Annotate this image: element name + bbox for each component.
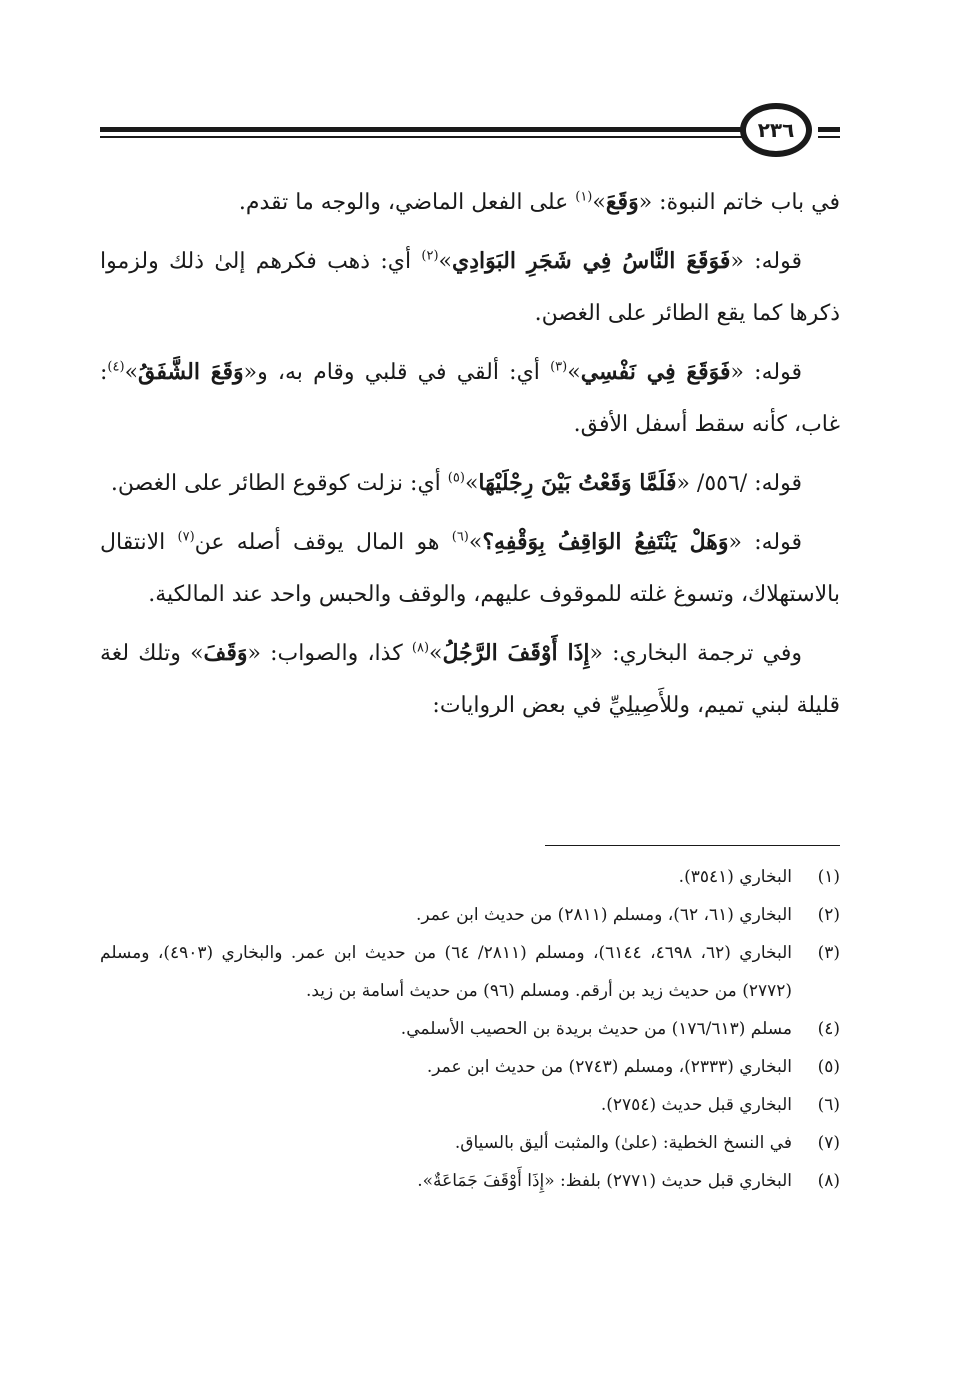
text: قوله: « (728, 530, 803, 555)
footnote-number: (٥) (817, 1057, 840, 1077)
quoted-hadith: إِذَا أَوْقَفَ الرَّجُلُ (442, 640, 590, 666)
footnote-text: البخاري (٢٣٣٣)، ومسلم (٢٧٤٣) من حديث ابن عمر. (426, 1057, 792, 1077)
footnote-item (100, 1086, 840, 1124)
paragraph-1 (100, 176, 840, 229)
footnote-number: (٧) (817, 1133, 840, 1153)
quoted-hadith: وَهَلْ يَنْتَفِعُ الوَاقِفُ بِوَقْفِهِ؟ (482, 529, 729, 555)
page-number: ٢٣٦ (757, 118, 795, 142)
footnote-text: البخاري (٦١، ٦٢)، ومسلم (٢٨١١) من حديث ابن عمر. (416, 905, 792, 925)
main-text (100, 176, 840, 738)
footnote-number: (٢) (817, 905, 840, 925)
footnote-text: مسلم (١٧٦/٦١٣) من حديث بريدة بن الحصيب الأسلمي. (400, 1019, 792, 1039)
text: أي: ذهب فكرهم إلىٰ ذلك ولزموا ذكرها كما يقع الطائر على الغصن. (100, 249, 840, 326)
text: كذا، والصواب: « (247, 641, 412, 666)
text: الانتقال بالاستهلاك، وتسوغ غلته للموقوف عليهم، والوقف والحبس واحد عند المالكية. (100, 530, 840, 607)
quoted-hadith: فَوَقَعَ النَّاسُ فِي شَجَرِ البَوَادِي (451, 248, 731, 274)
text: وتلك لغة قليلة لبني تميم، وللأَصِيلِيِّ في بعض الروايات: (100, 641, 840, 718)
text: وفي ترجمة البخاري: « (589, 641, 802, 666)
footnote-ref[interactable]: (٣) (550, 359, 568, 375)
footnotes (100, 858, 840, 1200)
footnote-item (100, 1124, 840, 1162)
text: أي: نزلت كوقوع الطائر على الغصن. (110, 471, 448, 496)
text: هو المال يوقف أصله عن (194, 530, 452, 555)
paragraph-2 (100, 235, 840, 340)
header-rule-thick (100, 127, 745, 132)
footnote-ref[interactable]: (٤) (107, 359, 125, 375)
quoted-hadith: فَلَمَّا وَقَعْتُ بَيْنَ رِجْلَيْهَا (478, 470, 677, 496)
header-rule-right-thin (818, 136, 840, 138)
footnote-item (100, 934, 840, 1010)
paragraph-6 (100, 627, 840, 732)
quoted-hadith: وَقَعَ الشَّفَقُ (138, 359, 244, 385)
text: » (190, 641, 204, 666)
text: » (592, 190, 606, 215)
footnote-ref[interactable]: (٨) (411, 640, 430, 656)
quoted-hadith: وَقَعَ (605, 189, 639, 215)
quoted-hadith: وَقَفَ (203, 640, 248, 666)
text: قوله: « (730, 249, 802, 274)
footnote-ref[interactable]: (٧) (177, 529, 195, 545)
text: على الفعل الماضي، والوجه ما تقدم. (238, 190, 576, 215)
footnote-ref[interactable]: (٥) (447, 470, 465, 486)
text: » (124, 360, 139, 385)
footnote-item (100, 1010, 840, 1048)
footnote-item (100, 1162, 840, 1200)
text: قوله: « (730, 360, 802, 385)
text: : غاب، كأنه سقط أسفل الأفق. (100, 360, 840, 437)
footnote-text: البخاري (٣٥٤١). (678, 867, 792, 887)
paragraph-3 (100, 346, 840, 451)
page-header (100, 100, 840, 160)
text: » (468, 530, 483, 555)
footnote-number: (١) (817, 867, 840, 887)
footnote-text: البخاري قبل حديث (٢٧٥٤). (600, 1095, 792, 1115)
text: » (464, 471, 479, 496)
footnote-text: البخاري (٦٢، ٤٦٩٨، ٦١٤٤)، ومسلم (٢٨١١/ ٦٤) من حديث ابن عمر. والبخاري (٤٩٠٣)، ومسلم (٢٧٧٢) من حديث زيد بن أرقم. ومسلم (٩٦) من حديث أسامة بن زيد. (100, 943, 793, 1001)
footnote-ref[interactable]: (١) (575, 189, 593, 205)
footnote-number: (٣) (817, 943, 840, 963)
header-rule-thin (100, 136, 745, 138)
text: في باب خاتم النبوة: « (638, 190, 840, 215)
text: » (429, 641, 443, 666)
footnote-ref[interactable]: (٢) (421, 248, 439, 264)
footnote-ref[interactable]: (٦) (451, 529, 469, 545)
footnote-separator (545, 845, 840, 846)
header-rule-right-thick (818, 127, 840, 132)
footnote-number: (٨) (817, 1171, 840, 1191)
footnote-number: (٦) (817, 1095, 840, 1115)
text: أي: ألقي في قلبي وقام به، و« (243, 360, 551, 385)
paragraph-5 (100, 516, 840, 621)
footnote-text: في النسخ الخطية: (علىٰ) والمثبت أليق بالسياق. (454, 1133, 792, 1153)
text: » (438, 249, 452, 274)
page-number-badge (740, 103, 812, 157)
footnote-text: البخاري قبل حديث (٢٧٧١) بلفظ: «إِذَا أَوْقَفَ جَمَاعَةٌ». (417, 1171, 792, 1191)
footnote-item (100, 896, 840, 934)
footnote-item (100, 1048, 840, 1086)
footnote-number: (٤) (817, 1019, 840, 1039)
quoted-hadith: فَوَقَعَ فِي نَفْسِي (580, 359, 731, 385)
text: » (567, 360, 581, 385)
text: قوله: /٥٥٦/ « (676, 471, 802, 496)
paragraph-4 (100, 457, 840, 510)
footnote-item (100, 858, 840, 896)
